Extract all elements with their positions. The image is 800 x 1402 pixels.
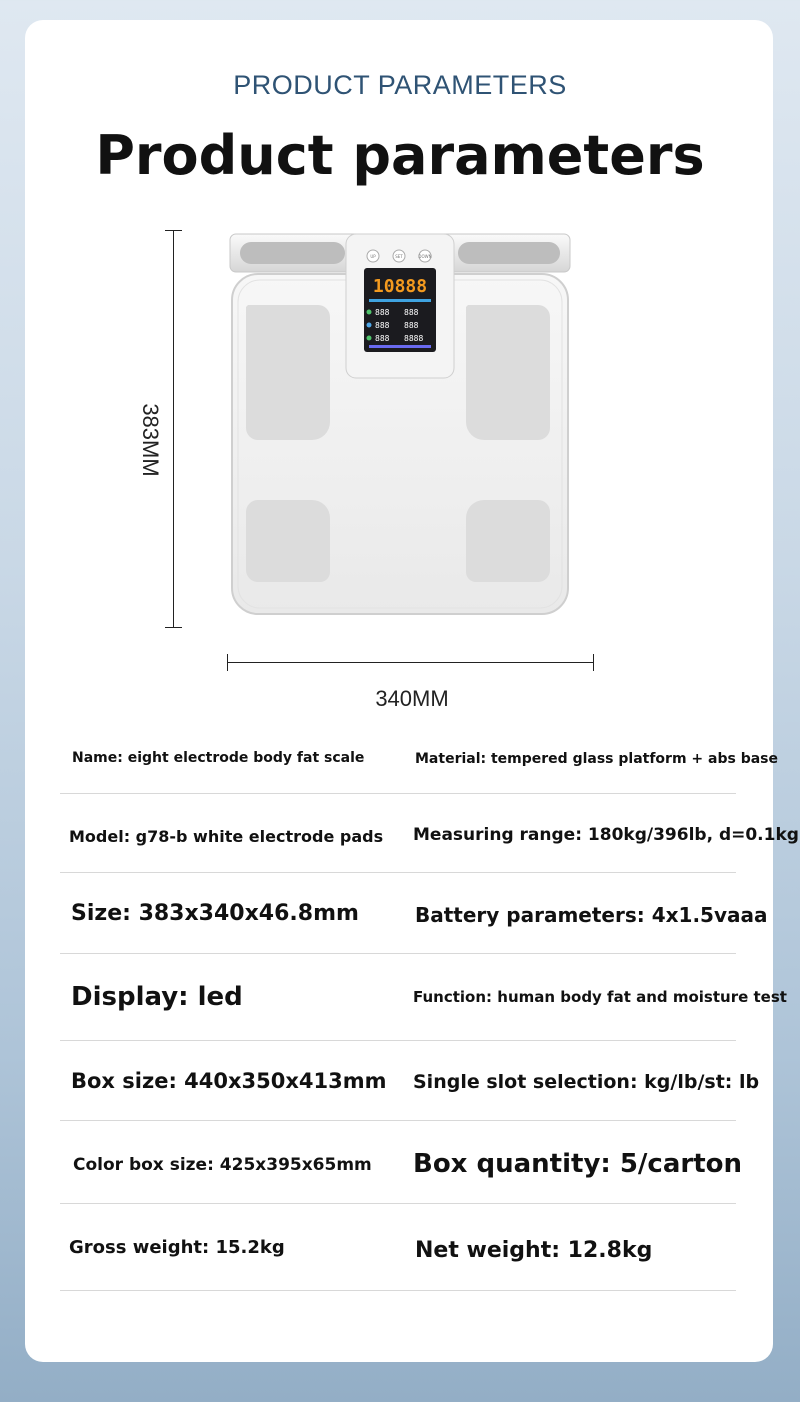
spec-row bbox=[60, 1040, 760, 1121]
spec-net-weight: Net weight: 12.8kg bbox=[415, 1238, 653, 1263]
spec-row bbox=[60, 720, 778, 794]
spec-name: Name: eight electrode body fat scale bbox=[72, 750, 365, 766]
spec-unit-selection: Single slot selection: kg/lb/st: lb bbox=[413, 1071, 760, 1093]
lcd-readout-2: 888 bbox=[404, 308, 419, 317]
spec-row bbox=[60, 1120, 743, 1204]
section-subtitle: PRODUCT PARAMETERS bbox=[233, 70, 567, 100]
lcd-readout-5: 888 bbox=[375, 334, 390, 343]
spec-measuring-range: Measuring range: 180kg/396lb, d=0.1kg bbox=[413, 825, 799, 845]
spec-gross-weight: Gross weight: 15.2kg bbox=[69, 1237, 285, 1258]
spec-size: Size: 383x340x46.8mm bbox=[71, 901, 359, 926]
lcd-readout-1: 888 bbox=[375, 308, 390, 317]
scale-illustration bbox=[140, 190, 660, 680]
spec-box-size: Box size: 440x350x413mm bbox=[71, 1069, 387, 1093]
lcd-readout-3: 888 bbox=[375, 321, 390, 330]
electrode-pad-bottom-right bbox=[466, 500, 550, 582]
lcd-readout-4: 888 bbox=[404, 321, 419, 330]
spec-row bbox=[60, 1203, 736, 1291]
spec-color-box-size: Color box size: 425x395x65mm bbox=[73, 1155, 372, 1175]
down-button-label: DOWN bbox=[418, 254, 432, 259]
left-grip-electrode bbox=[240, 242, 345, 264]
spec-battery: Battery parameters: 4x1.5vaaa bbox=[415, 903, 768, 927]
height-dimension-tick bbox=[165, 627, 182, 628]
width-dimension-tick bbox=[593, 654, 594, 671]
set-button-label: SET bbox=[395, 254, 403, 259]
height-dimension-tick bbox=[165, 230, 182, 231]
page-title: Product parameters bbox=[95, 124, 705, 187]
spec-box-quantity: Box quantity: 5/carton bbox=[413, 1149, 743, 1179]
right-grip-electrode bbox=[458, 242, 560, 264]
width-dimension-label: 340MM bbox=[375, 686, 449, 711]
weight-readout: 10888 bbox=[372, 276, 428, 297]
spec-material: Material: tempered glass platform + abs base bbox=[415, 751, 778, 767]
width-dimension-tick bbox=[227, 654, 228, 671]
lcd-readout-6: 8888 bbox=[404, 334, 424, 343]
up-button-label: UP bbox=[370, 254, 376, 259]
spec-display: Display: led bbox=[71, 982, 243, 1012]
spec-row bbox=[60, 872, 768, 954]
electrode-pad-top-left bbox=[246, 305, 330, 440]
electrode-pad-bottom-left bbox=[246, 500, 330, 582]
spec-model: Model: g78-b white electrode pads bbox=[69, 827, 384, 846]
spec-row bbox=[60, 793, 799, 873]
height-dimension-label: 383MM bbox=[138, 403, 163, 477]
spec-function: Function: human body fat and moisture test bbox=[413, 988, 787, 1006]
electrode-pad-top-right bbox=[466, 305, 550, 440]
spec-row bbox=[60, 953, 787, 1041]
width-dimension-line bbox=[227, 662, 594, 663]
height-dimension-line bbox=[173, 230, 174, 628]
